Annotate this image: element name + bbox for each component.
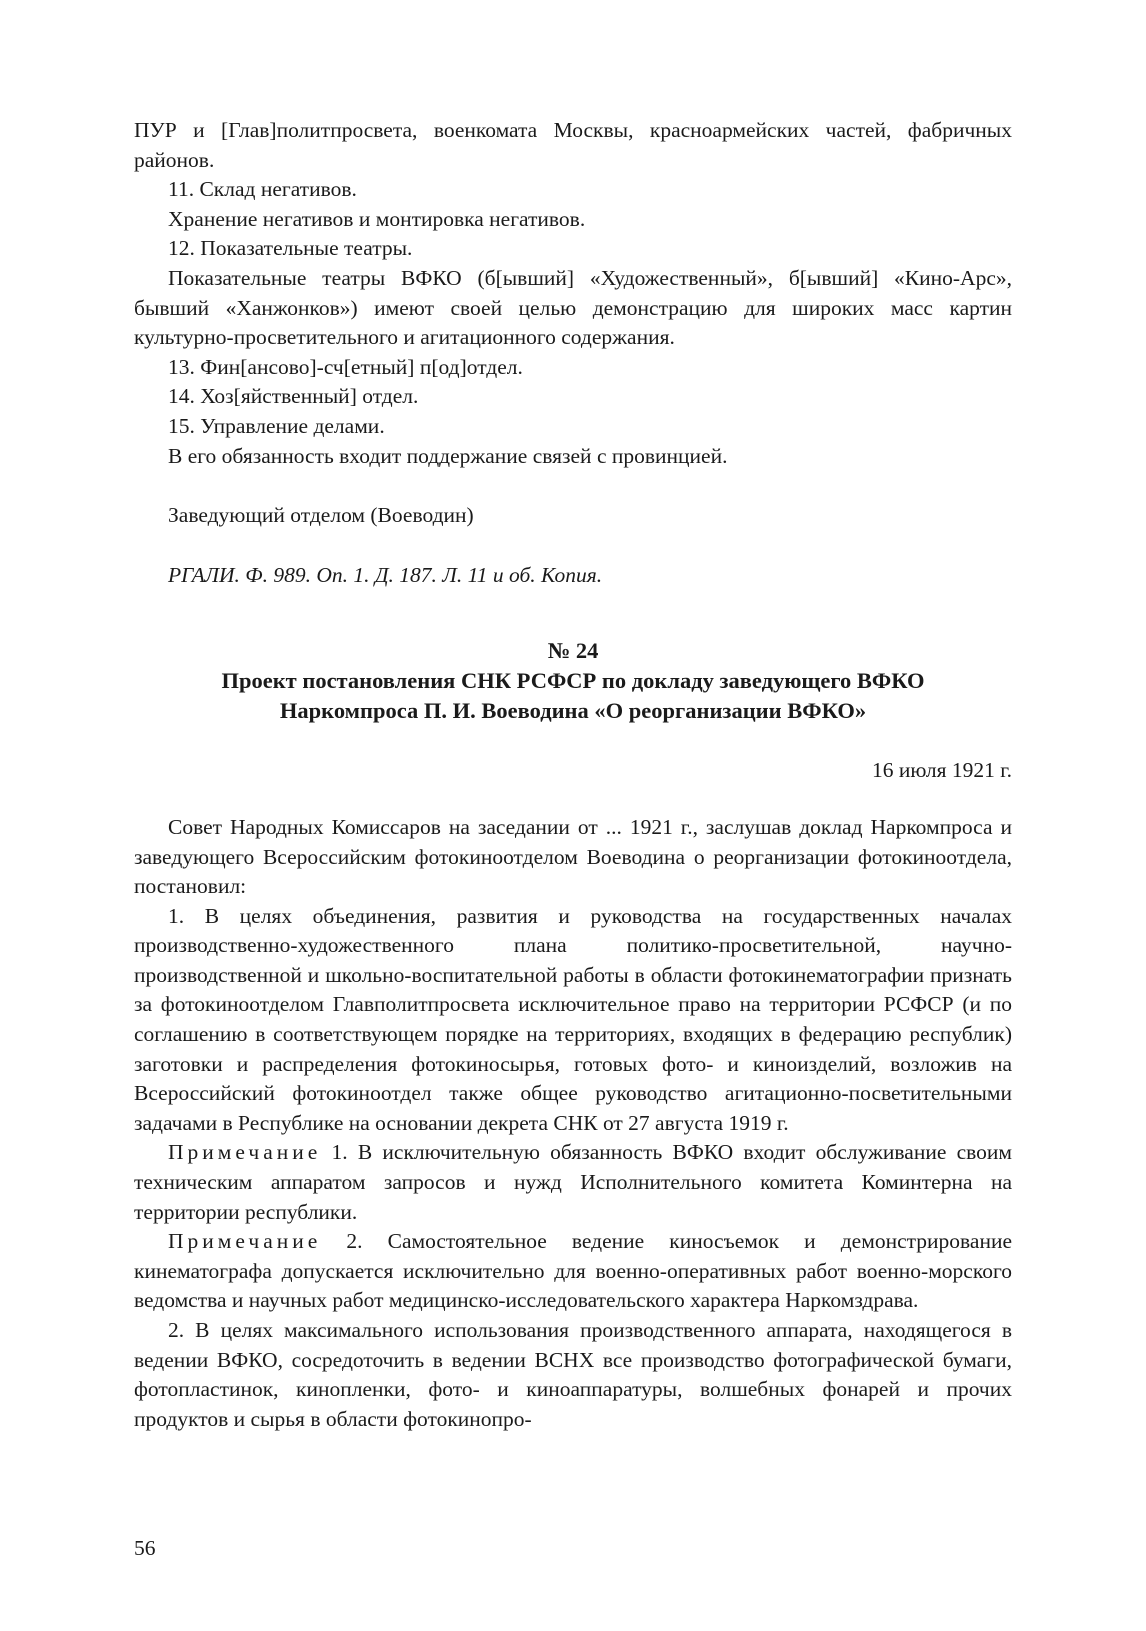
list-item-15: 15. Управление делами.	[168, 413, 385, 438]
page-number: 56	[134, 1536, 156, 1560]
list-item-12: 12. Показательные театры.	[168, 236, 413, 261]
document-title-line-2: Наркомпроса П. И. Воеводина «О реорганизации ВФКО»	[279, 698, 867, 724]
archive-source: РГАЛИ. Ф. 989. Оп. 1. Д. 187. Л. 11 и об. Копия.	[168, 562, 603, 587]
list-item-12-description: Показательные театры ВФКО (б[ывший] «Художественный», б[ывший] «Кино-Арс», бывший «Ханжонков») имеют своей целью демонстрацию для широких масс картин культурно-просветительного и агитационного содержания.	[134, 265, 1012, 350]
list-item-11-description: Хранение негативов и монтировка негативов.	[168, 206, 586, 231]
document-date: 16 июля 1921 г.	[871, 758, 1012, 783]
note-label: Примечание	[168, 1229, 322, 1254]
signature: Заведующий отделом (Воеводин)	[168, 503, 474, 528]
list-item-14: 14. Хоз[яйственный] отдел.	[168, 384, 419, 409]
list-item-15-description: В его обязанность входит поддержание связей с провинцией.	[168, 443, 728, 468]
document-intro: Совет Народных Комиссаров на заседании от ... 1921 г., заслушав доклад Наркомпроса и заведующего Всероссийским фотокиноотделом Воеводина о реорганизации фотокиноотдела, постановил:	[134, 814, 1012, 899]
point-2: 2. В целях максимального использования производственного аппарата, находящегося в ведении ВФКО, сосредоточить в ведении ВСНХ все производство фотографической бумаги, фотопластинок, кинопленки, фото- и киноаппаратуры, волшебных фонарей и прочих продуктов и сырья в области фотокинопро-	[134, 1318, 1012, 1431]
paragraph-continuation: ПУР и [Глав]политпросвета, военкомата Москвы, красноармейских частей, фабричных районов.	[134, 118, 1012, 172]
point-1: 1. В целях объединения, развития и руководства на государственных началах производственно-художественного плана политико-просветительной, научно-производственной и школьно-воспитательной работы в области фотокинематографии признать за фотокиноотделом Главполитпросвета исключительное право на территории РСФСР (и по соглашению в соответствующем порядке на территориях, входящих в федерацию республик) заготовки и распределения фотокиносырья, готовых фото- и киноизделий, возложив на Всероссийский фотокиноотдел также общее руководство агитационно-посветительными задачами в Республике на основании декрета СНК от 27 августа 1919 г.	[134, 903, 1012, 1135]
list-item-13: 13. Фин[ансово]-сч[етный] п[од]отдел.	[168, 354, 523, 379]
page-content	[134, 116, 1012, 1434]
note-1	[134, 1138, 1012, 1227]
note-label: Примечание	[168, 1140, 322, 1165]
document-number: № 24	[547, 638, 599, 664]
list-item-11: 11. Склад негативов.	[168, 177, 357, 202]
note-2-text: 2. Самостоятельное ведение киносъемок и демонстрирование кинематографа допускается исключительно для военно-оперативных работ военно-морского ведомства и научных работ медицинско-исследовательского характера Наркомздрава.	[134, 1229, 1012, 1313]
document-title-line-1: Проект постановления СНК РСФСР по докладу заведующего ВФКО	[221, 668, 925, 694]
note-2	[134, 1227, 1012, 1316]
note-1-text: 1. В исключительную обязанность ВФКО входит обслуживание своим техническим аппаратом запросов и нужд Исполнительного комитета Коминтерна на территории республики.	[134, 1140, 1012, 1224]
